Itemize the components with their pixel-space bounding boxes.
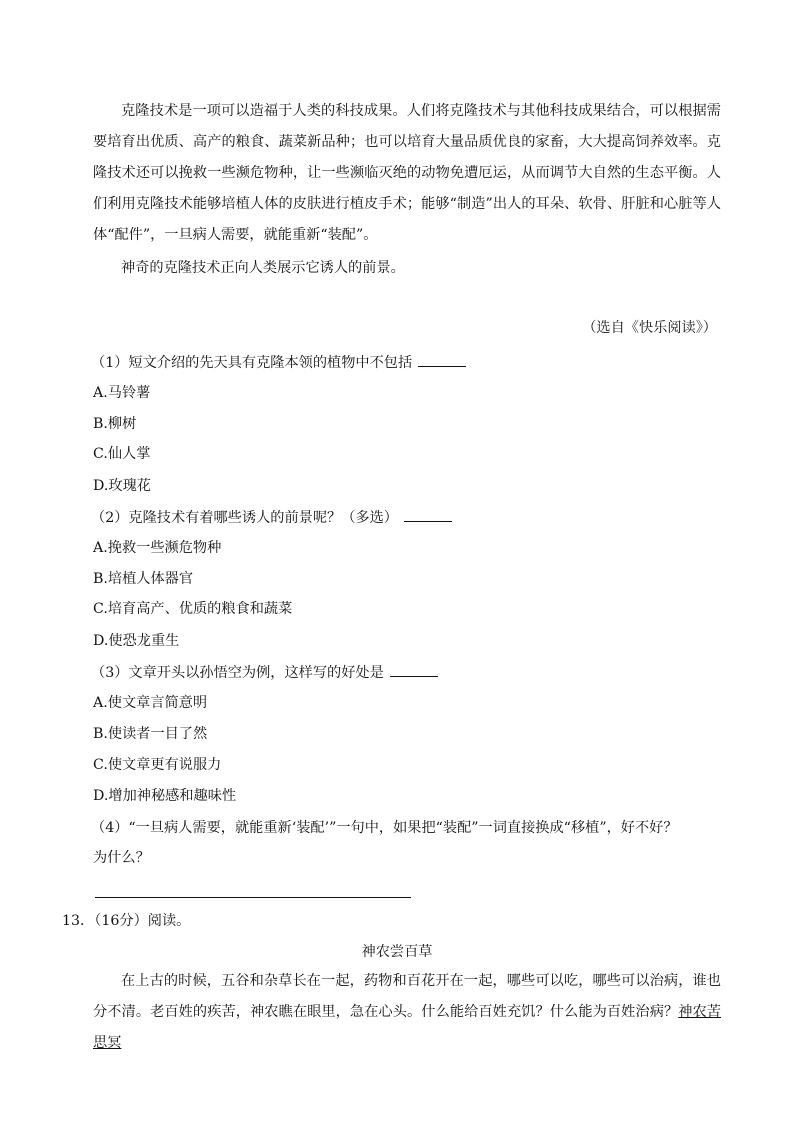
question-2-answer-blank[interactable] [404, 507, 452, 522]
question-4-answer-line[interactable] [95, 897, 411, 898]
question-3-answer-blank[interactable] [390, 662, 438, 677]
question-3-option-d: D.增加神秘感和趣味性 [93, 788, 237, 804]
question-3-option-b: B.使读者一目了然 [93, 726, 208, 742]
question-1 [91, 352, 466, 373]
question-2-option-b: B.培植人体器官 [93, 571, 194, 587]
question-2-option-c: C.培育高产、优质的粮食和蔬菜 [93, 601, 293, 617]
question-1-option-c: C.仙人掌 [93, 446, 151, 462]
section-13-paragraph [93, 966, 721, 1059]
question-1-stem: （1）短文介绍的先天具有克隆本领的植物中不包括 [91, 355, 413, 371]
question-3-stem: （3）文章开头以孙悟空为例，这样写的好处是 [91, 665, 384, 681]
question-2 [91, 507, 452, 528]
question-4-line-1: （4）“一旦病人需要，就能重新‘装配’”一句中，如果把“装配”一词直接换成“移植”，好不好？ [91, 820, 678, 836]
question-1-answer-blank[interactable] [418, 352, 466, 367]
question-2-option-a: A.挽救一些濒危物种 [93, 540, 222, 556]
section-13-title: 神农尝百草 [361, 944, 433, 960]
section-13-header: 13．（16分）阅读。 [62, 913, 191, 929]
section-13-text: 在上古的时候，五谷和杂草长在一起，药物和百花开在一起，哪些可以吃，哪些可以治病，谁也分不清。老百姓的疾苦，神农瞧在眼里，急在心头。什么能给百姓充饥？什么能为百姓治病？ [93, 973, 721, 1020]
question-1-option-a: A.马铃薯 [93, 385, 151, 401]
question-3-option-c: C.使文章更有说服力 [93, 757, 222, 773]
question-1-option-d: D.玫瑰花 [93, 478, 151, 494]
question-3-option-a: A.使文章言简意明 [93, 695, 208, 711]
question-2-stem: （2）克隆技术有着哪些诱人的前景呢？（多选） [91, 510, 398, 526]
question-2-option-d: D.使恐龙重生 [93, 633, 180, 649]
passage-paragraph-1: 克隆技术是一项可以造福于人类的科技成果。人们将克隆技术与其他科技成果结合，可以根据需要培育出优质、高产的粮食、蔬菜新品种；也可以培育大量品质优良的家畜，大大提高饲养效率。克隆技术还可以挽救一些濒危物种，让一些濒临灭绝的动物免遭厄运，从而调节大自然的生态平衡。人们利用克隆技术能够培植人体的皮肤进行植皮手术；能够“制造”出人的耳朵、软骨、肝脏和心脏等人体“配件”，一旦病人需要，就能重新“装配”。 [93, 103, 721, 243]
section-13-underlined-text: 神农苦思冥 [93, 1004, 721, 1051]
passage-paragraph-2: 神奇的克隆技术正向人类展示它诱人的前景。 [121, 260, 405, 276]
passage-source: （选自《快乐阅读》） [582, 320, 717, 336]
question-3 [91, 662, 438, 683]
question-4-line-2: 为什么？ [93, 850, 150, 866]
question-1-option-b: B.柳树 [93, 416, 137, 432]
